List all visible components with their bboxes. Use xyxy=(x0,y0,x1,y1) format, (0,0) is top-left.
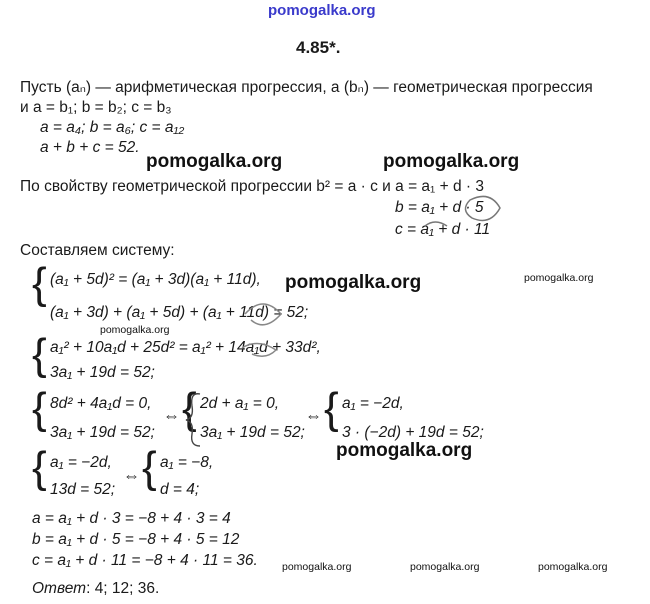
property-line: b = a₁ + d · 5 xyxy=(395,199,484,216)
equivalence-icon: ⇔ xyxy=(305,406,322,425)
equivalence-icon: ⇔ xyxy=(163,406,180,425)
answer-label: Ответ xyxy=(32,580,87,597)
brace-icon: { xyxy=(32,443,47,492)
watermark-small: pomogalka.org xyxy=(410,561,480,573)
watermark-large: pomogalka.org xyxy=(336,440,473,461)
brace-icon: { xyxy=(32,330,47,379)
equation: (a₁ + 5d)² = (a₁ + 3d)(a₁ + 11d), xyxy=(50,271,261,288)
equation: (a₁ + 3d) + (a₁ + 5d) + (a₁ + 11d) = 52; xyxy=(50,304,309,321)
result-line: a = a₁ + d · 3 = −8 + 4 · 3 = 4 xyxy=(32,510,231,527)
equation: 3a₁ + 19d = 52; xyxy=(50,424,155,441)
intro-line: a + b + c = 52. xyxy=(40,139,140,156)
intro-line: и a = b₁; b = b₂; c = b₃ xyxy=(20,99,172,116)
brace-icon: { xyxy=(142,443,157,492)
watermark-large: pomogalka.org xyxy=(285,272,422,293)
equation: 2d + a₁ = 0, xyxy=(200,395,280,412)
watermark-large: pomogalka.org xyxy=(146,151,283,172)
equation: a₁ = −2d, xyxy=(50,454,112,471)
brace-icon: { xyxy=(32,384,47,433)
equation: 3a₁ + 19d = 52; xyxy=(50,364,155,381)
equation: 3 · (−2d) + 19d = 52; xyxy=(342,424,484,441)
property-line: По свойству геометрической прогрессии b² = a · c и a = a₁ + d · 3 xyxy=(20,178,484,195)
watermark-small: pomogalka.org xyxy=(538,561,608,573)
equation: 3a₁ + 19d = 52; xyxy=(200,424,305,441)
watermark-large: pomogalka.org xyxy=(383,151,520,172)
brace-icon: { xyxy=(324,384,339,433)
property-line: c = a₁ + d · 11 xyxy=(395,221,491,238)
watermark-small: pomogalka.org xyxy=(282,561,352,573)
equation: 8d² + 4a₁d = 0, xyxy=(50,395,152,412)
problem-number: 4.85*. xyxy=(296,38,341,57)
result-line: c = a₁ + d · 11 = −8 + 4 · 11 = 36. xyxy=(32,552,258,569)
answer xyxy=(32,580,159,598)
watermark-top[interactable]: pomogalka.org xyxy=(268,2,376,19)
equation: a₁ = −2d, xyxy=(342,395,404,412)
equation: a₁² + 10a₁d + 25d² = a₁² + 14a₁d + 33d², xyxy=(50,339,321,356)
equivalence-icon: ⇔ xyxy=(123,466,140,485)
watermark-small: pomogalka.org xyxy=(524,272,594,284)
answer-value: : 4; 12; 36. xyxy=(86,580,160,597)
intro-line: Пусть (aₙ) — арифметическая прогрессия, а (bₙ) — геометрическая прогрессия xyxy=(20,79,593,96)
system-heading: Составляем систему: xyxy=(20,242,175,259)
watermark-small: pomogalka.org xyxy=(100,324,170,336)
intro-line: a = a₄; b = a₆; c = a₁₂ xyxy=(40,119,185,136)
equation: d = 4; xyxy=(160,481,200,498)
equation: a₁ = −8, xyxy=(160,454,214,471)
result-line: b = a₁ + d · 5 = −8 + 4 · 5 = 12 xyxy=(32,531,240,548)
brace-icon: { xyxy=(182,384,197,433)
brace-icon: { xyxy=(32,259,47,308)
equation: 13d = 52; xyxy=(50,481,116,498)
